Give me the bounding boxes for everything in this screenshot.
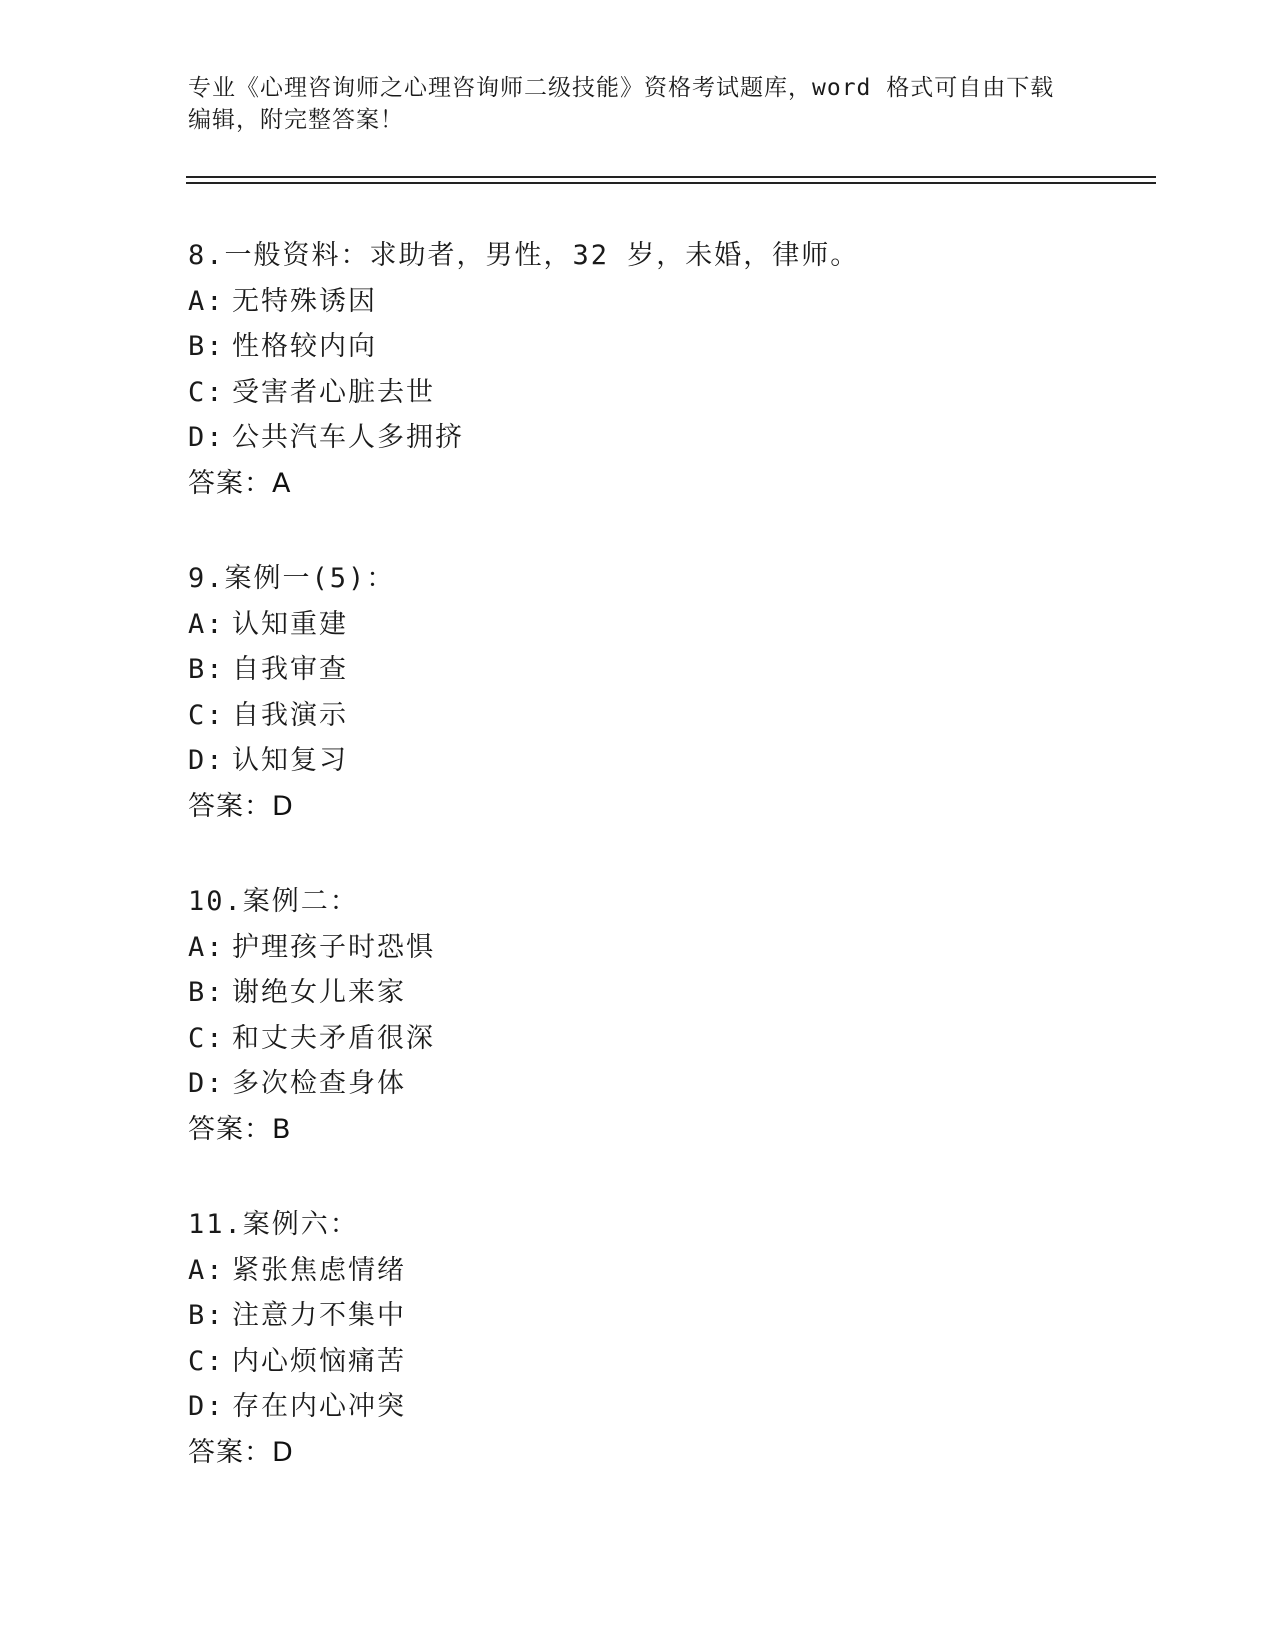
header-line-2: 编辑，附完整答案！	[188, 107, 404, 133]
option-text: 多次检查身体	[232, 1068, 406, 1099]
question-11	[188, 1202, 1188, 1475]
option-text: 护理孩子时恐惧	[232, 931, 435, 963]
header-divider-bottom	[186, 182, 1156, 184]
header-divider-top	[186, 176, 1156, 178]
option-key: C:	[188, 699, 225, 731]
option-d	[188, 738, 1188, 784]
option-b	[188, 324, 1188, 370]
option-text: 自我审查	[232, 654, 348, 685]
option-c	[188, 370, 1188, 416]
option-text: 自我演示	[232, 699, 348, 731]
option-text: 受害者心脏去世	[232, 376, 435, 408]
header-line-1: 专业《心理咨询师之心理咨询师二级技能》资格考试题库，word 格式可自由下载	[188, 75, 1055, 101]
option-text: 内心烦恼痛苦	[232, 1345, 406, 1377]
answer-label: 答案：	[188, 1113, 272, 1145]
option-key: A:	[188, 1254, 225, 1286]
answer-label: 答案：	[188, 790, 272, 822]
option-key: C:	[188, 376, 225, 408]
answer-line	[188, 1430, 1188, 1476]
option-key: D:	[188, 1068, 225, 1099]
option-text: 认知重建	[232, 608, 348, 640]
option-text: 公共汽车人多拥挤	[232, 422, 464, 453]
option-b	[188, 970, 1188, 1016]
option-a	[188, 925, 1188, 971]
option-key: A:	[188, 931, 225, 963]
option-text: 性格较内向	[232, 331, 377, 362]
option-text: 紧张焦虑情绪	[232, 1254, 406, 1286]
option-key: D:	[188, 422, 225, 453]
answer-value: A	[272, 467, 292, 499]
answer-line	[188, 784, 1188, 830]
option-text: 无特殊诱因	[232, 285, 377, 317]
option-key: C:	[188, 1345, 225, 1377]
option-key: A:	[188, 608, 225, 640]
option-text: 注意力不集中	[232, 1300, 406, 1331]
option-text: 和丈夫矛盾很深	[232, 1022, 435, 1054]
question-9	[188, 556, 1188, 829]
option-c	[188, 1016, 1188, 1062]
option-key: B:	[188, 977, 225, 1008]
option-a	[188, 279, 1188, 325]
option-a	[188, 1248, 1188, 1294]
document-header	[188, 72, 1088, 136]
answer-label: 答案：	[188, 1436, 272, 1468]
option-key: D:	[188, 1391, 225, 1422]
option-c	[188, 693, 1188, 739]
answer-value: B	[272, 1113, 292, 1145]
answer-line	[188, 1107, 1188, 1153]
option-key: B:	[188, 654, 225, 685]
option-text: 认知复习	[232, 745, 348, 776]
answer-value: D	[272, 790, 294, 822]
option-text: 存在内心冲突	[232, 1391, 406, 1422]
question-stem: 9.案例一(5)：	[188, 563, 396, 594]
question-8	[188, 233, 1188, 506]
option-d	[188, 415, 1188, 461]
option-key: D:	[188, 745, 225, 776]
question-list	[188, 233, 1188, 1525]
option-text: 谢绝女儿来家	[232, 977, 406, 1008]
question-stem: 11.案例六：	[188, 1209, 359, 1240]
question-10	[188, 879, 1188, 1152]
question-stem: 10.案例二：	[188, 886, 359, 917]
option-key: A:	[188, 285, 225, 317]
question-stem: 8.一般资料：求助者，男性，32 岁，未婚，律师。	[188, 240, 860, 271]
option-c	[188, 1339, 1188, 1385]
option-a	[188, 602, 1188, 648]
option-key: B:	[188, 331, 225, 362]
option-d	[188, 1384, 1188, 1430]
option-key: B:	[188, 1300, 225, 1331]
answer-label: 答案：	[188, 467, 272, 499]
option-b	[188, 647, 1188, 693]
option-d	[188, 1061, 1188, 1107]
option-key: C:	[188, 1022, 225, 1054]
answer-line	[188, 461, 1188, 507]
option-b	[188, 1293, 1188, 1339]
answer-value: D	[272, 1436, 294, 1468]
